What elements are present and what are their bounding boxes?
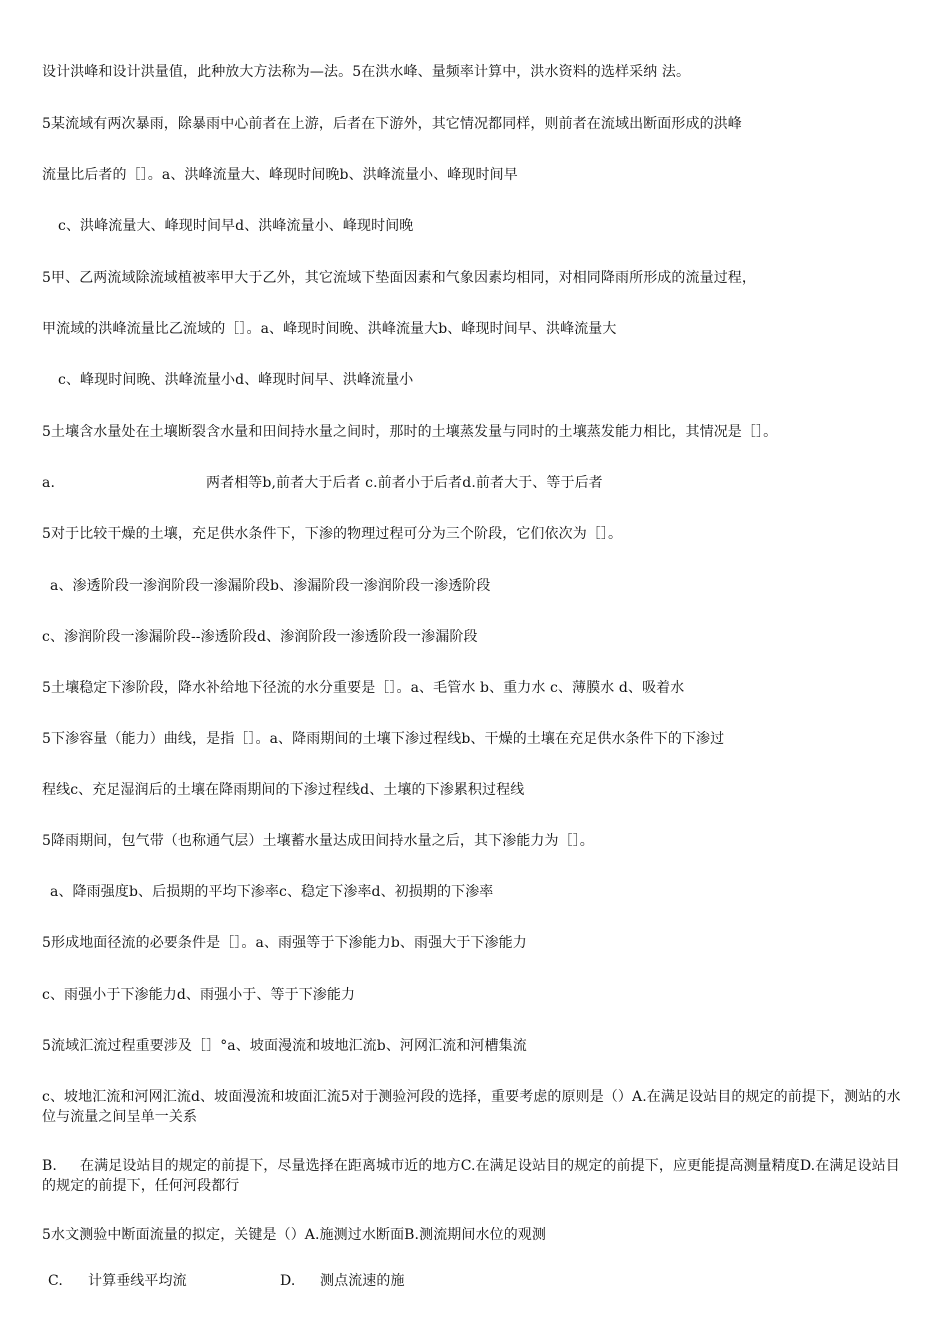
text-line: c、峰现时间晚、洪峰流量小d、峰现时间早、洪峰流量小 [58, 372, 414, 388]
option-label: C. [48, 1273, 63, 1289]
text-line: 设计洪峰和设计洪量值，此种放大方法称为—法。5在洪水峰、量频率计算中，洪水资料的选样采纳 法。 [42, 64, 691, 80]
text-line: c、洪峰流量大、峰现时间早d、洪峰流量小、峰现时间晚 [58, 218, 414, 234]
text-paragraph: 在满足设站目的规定的前提下，尽量选择在距离城市近的地方C.在满足设站目的规定的前提下，应更能提高测量精度D.在满足设站目的规定的前提下，任何河段都行 [42, 1158, 900, 1194]
option-label: D. [280, 1273, 296, 1289]
text-line: a、渗透阶段一渗润阶段一渗漏阶段b、渗漏阶段一渗润阶段一渗透阶段 [50, 578, 491, 594]
text-line: 5土壤稳定下渗阶段，降水补给地下径流的水分重要是［］。a、毛管水 b、重力水 c、薄膜水 d、吸着水 [42, 680, 685, 696]
text-line: c、渗润阶段一渗漏阶段--渗透阶段d、渗润阶段一渗透阶段一渗漏阶段 [42, 629, 478, 645]
text-line: 甲流域的洪峰流量比乙流域的［］。a、峰现时间晚、洪峰流量大b、峰现时间早、洪峰流量大 [42, 321, 617, 337]
text-line: 5流域汇流过程重要涉及［］°a、坡面漫流和坡地汇流b、河网汇流和河槽集流 [42, 1038, 527, 1054]
option-label: a. [42, 475, 55, 491]
option-text: 测点流速的施 [320, 1273, 405, 1289]
text-line: 5对于比较干燥的土壤，充足供水条件下，下渗的物理过程可分为三个阶段，它们依次为［］。 [42, 526, 623, 542]
text-line: 5下渗容量（能力）曲线，是指［］。a、降雨期间的土壤下渗过程线b、干燥的土壤在充足供水条件下的下渗过 [42, 731, 725, 747]
text-line: 流量比后者的［］。a、洪峰流量大、峰现时间晚b、洪峰流量小、峰现时间早 [42, 167, 518, 183]
option-text: 计算垂线平均流 [88, 1273, 187, 1289]
text-line: 5降雨期间，包气带（也称通气层）土壤蓄水量达成田间持水量之后，其下渗能力为［］。 [42, 833, 594, 849]
text-line: 5甲、乙两流域除流域植被率甲大于乙外，其它流域下垫面因素和气象因素均相同，对相同降雨所形成的流量过程， [42, 270, 757, 286]
text-line: a、降雨强度b、后损期的平均下渗率c、稳定下渗率d、初损期的下渗率 [50, 884, 494, 900]
text-line: 5形成地面径流的必要条件是［］。a、雨强等于下渗能力b、雨强大于下渗能力 [42, 935, 527, 951]
text-line: 5土壤含水量处在土壤断裂含水量和田间持水量之间时，那时的土壤蒸发量与同时的土壤蒸发能力相比，其情况是［］。 [42, 424, 778, 440]
text-line: c、雨强小于下渗能力d、雨强小于、等于下渗能力 [42, 987, 356, 1003]
text-line: 5某流域有两次暴雨，除暴雨中心前者在上游，后者在下游外，其它情况都同样，则前者在流域出断面形成的洪峰 [42, 116, 742, 132]
text-paragraph: c、坡地汇流和河网汇流d、坡面漫流和坡面汇流5对于测验河段的选择，重要考虑的原则是（）A.在满足设站目的规定的前提下，测站的水位与流量之间呈单一关系 [42, 1089, 901, 1125]
option-label: B. [42, 1158, 57, 1174]
text-line: 5水文测验中断面流量的拟定，关键是（）A.施测过水断面B.测流期间水位的观测 [42, 1227, 547, 1243]
text-line: 两者相等b,前者大于后者 c.前者小于后者d.前者大于、等于后者 [206, 475, 603, 491]
text-line: 程线c、充足湿润后的土壤在降雨期间的下渗过程线d、土壤的下渗累积过程线 [42, 782, 525, 798]
